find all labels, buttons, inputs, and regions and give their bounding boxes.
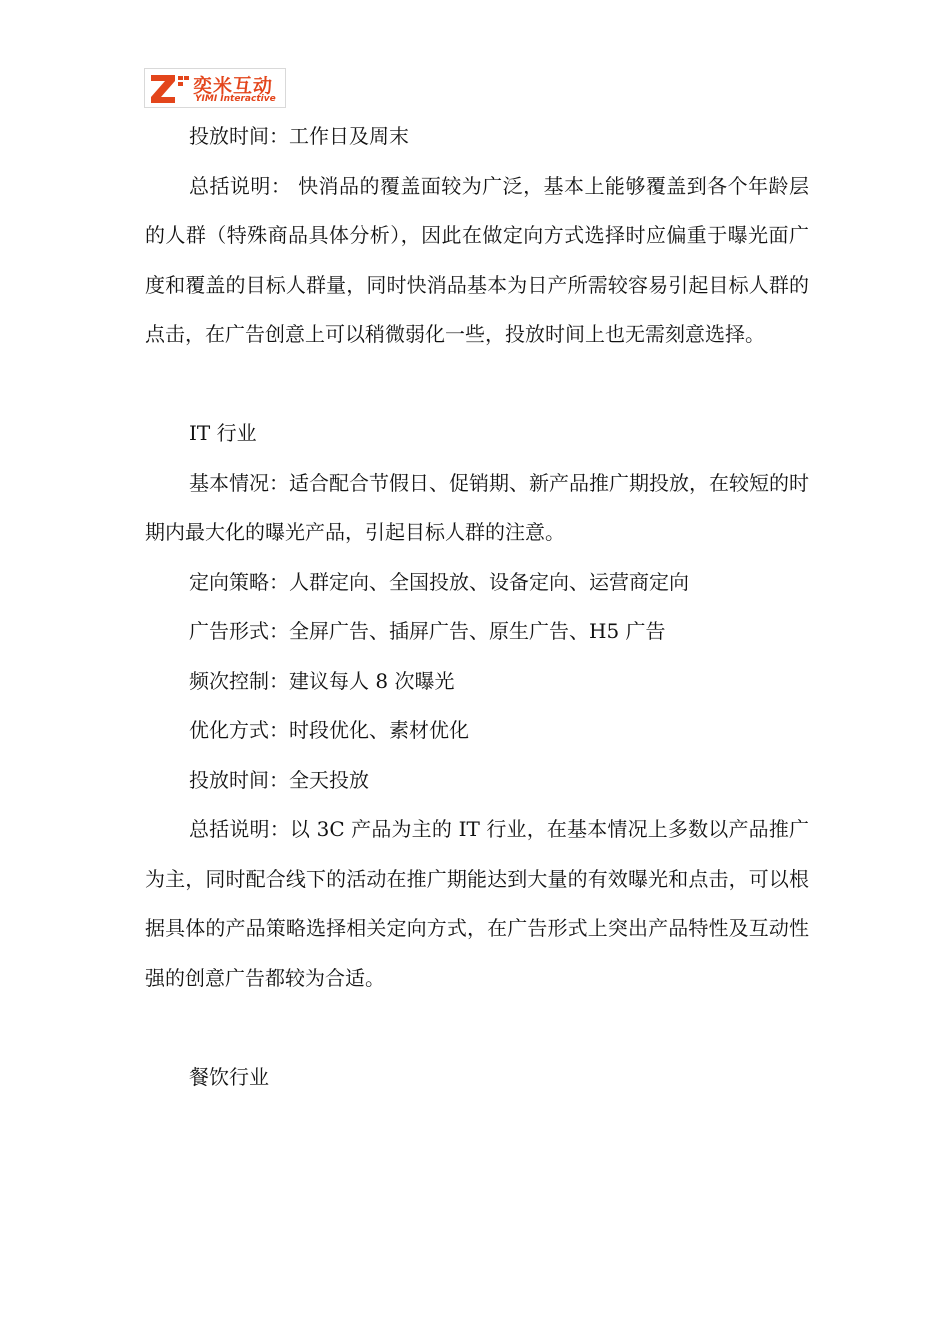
paragraph-summary-it: 总括说明：以 3C 产品为主的 IT 行业，在基本情况上多数以产品推广为主，同时配合线下的活动在推广期能达到大量的有效曝光和点击，可以根据具体的产品策略选择相关定向方式，在广告形式上突出产品特性及互动性强的创意广告都较为合适。 — [145, 817, 809, 990]
paragraph-delivery-time-it: 投放时间：全天投放 — [189, 767, 369, 792]
paragraph-frequency-control: 频次控制：建议每人 8 次曝光 — [189, 668, 455, 693]
spacer — [145, 1003, 809, 1053]
company-logo — [144, 68, 286, 108]
paragraph-optimization: 优化方式：时段优化、素材优化 — [189, 718, 469, 742]
paragraph-targeting-strategy: 定向策略：人群定向、全国投放、设备定向、运营商定向 — [189, 569, 689, 594]
spacer — [145, 360, 809, 410]
logo-z-icon — [149, 73, 191, 105]
paragraph-summary-fmcg: 总括说明： 快消品的覆盖面较为广泛，基本上能够覆盖到各个年龄层的人群（特殊商品具体分析），因此在做定向方式选择时应偏重于曝光面广度和覆盖的目标人群量，同时快消品基本为日产所需较容易引起目标人群的点击，在广告创意上可以稍微弱化一些，投放时间上也无需刻意选择。 — [145, 173, 809, 346]
section-heading-catering: 餐饮行业 — [189, 1064, 269, 1089]
paragraph-ad-format: 广告形式：全屏广告、插屏广告、原生广告、H5 广告 — [189, 619, 666, 643]
logo-english-name: YIMI Interactive — [195, 94, 276, 104]
document-body — [145, 112, 809, 1102]
section-heading-it: IT 行业 — [189, 421, 257, 445]
paragraph-basic-situation: 基本情况：适合配合节假日、促销期、新产品推广期投放，在较短的时期内最大化的曝光产品，引起目标人群的注意。 — [145, 470, 809, 544]
logo-chinese-name: 奕米互动 — [193, 75, 274, 97]
paragraph-delivery-time-fmcg: 投放时间：工作日及周末 — [189, 124, 409, 148]
